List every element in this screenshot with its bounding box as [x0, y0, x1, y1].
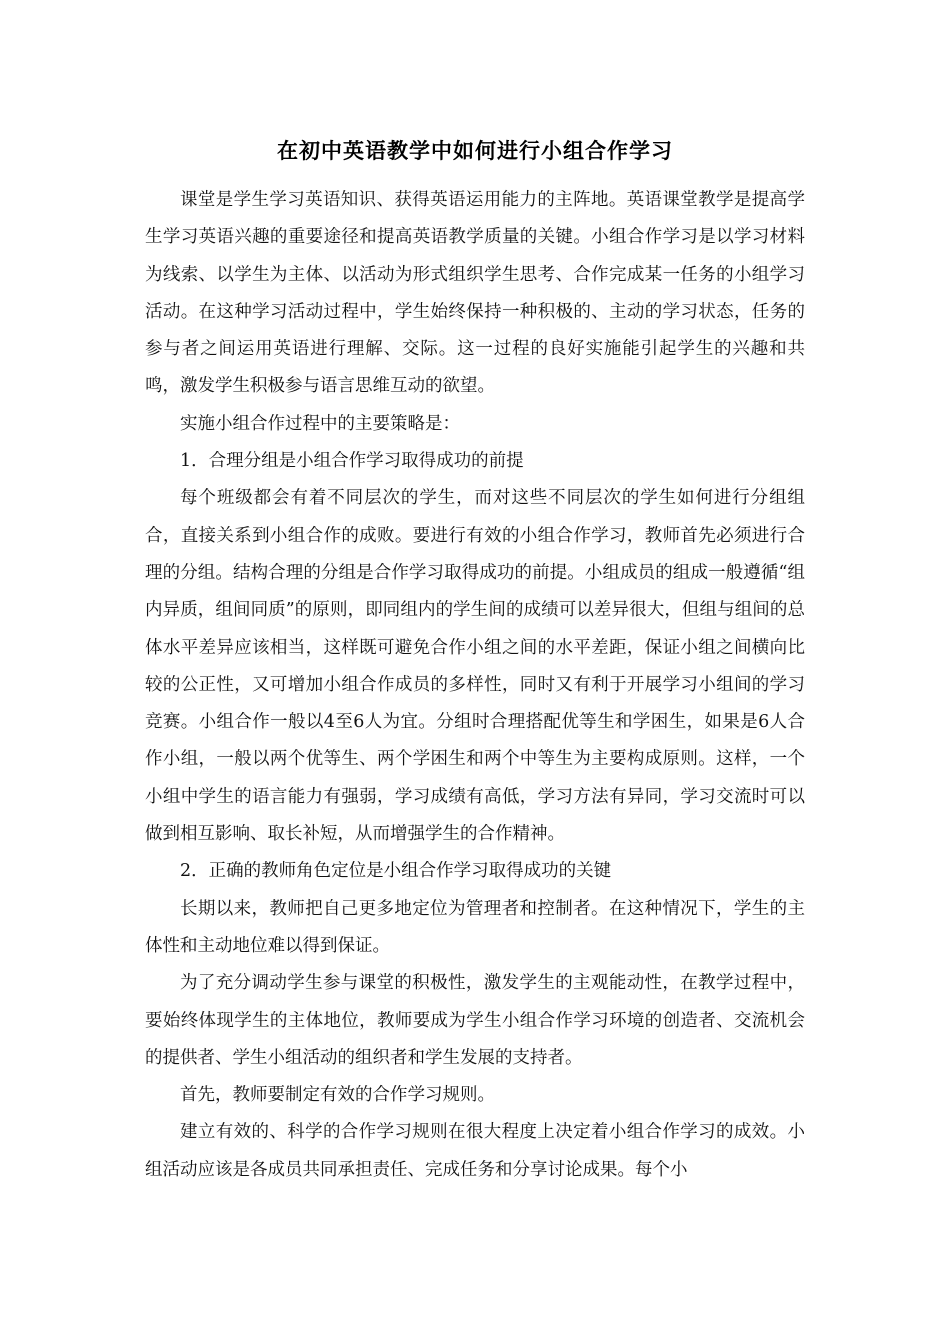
paragraph-intro: 课堂是学生学习英语知识、获得英语运用能力的主阵地。英语课堂教学是提高学生学习英语兴趣的重要途径和提高英语教学质量的关键。小组合作学习是以学习材料为线索、以学生为主体、以活动为形式组织学生思考、合作完成某一任务的小组学习活动。在这种学习活动过程中，学生始终保持一种积极的、主动的学习状态，任务的参与者之间运用英语进行理解、交际。这一过程的良好实施能引起学生的兴趣和共鸣，激发学生积极参与语言思维互动的欲望。	[145, 190, 805, 397]
paragraph-student-subject: 为了充分调动学生参与课堂的积极性，激发学生的主观能动性，在教学过程中，要始终体现学生的主体地位，教师要成为学生小组合作学习环境的创造者、交流机会的提供者、学生小组活动的组织者和学生发展的支持者。	[145, 973, 805, 1068]
section-heading-2: 2．正确的教师角色定位是小组合作学习取得成功的关键	[180, 861, 612, 882]
section-heading-1: 1．合理分组是小组合作学习取得成功的前提	[180, 451, 524, 472]
paragraph-teacher-role: 长期以来，教师把自己更多地定位为管理者和控制者。在这种情况下，学生的主体性和主动地位难以得到保证。	[145, 898, 805, 956]
document-body	[145, 182, 805, 1189]
paragraph-rules-detail: 建立有效的、科学的合作学习规则在很大程度上决定着小组合作学习的成效。小组活动应该是各成员共同承担责任、完成任务和分享讨论成果。每个小	[145, 1122, 805, 1180]
paragraph-first-rule: 首先，教师要制定有效的合作学习规则。	[180, 1085, 495, 1106]
document-title: 在初中英语教学中如何进行小组合作学习	[277, 139, 673, 163]
paragraph-strategies-lead: 实施小组合作过程中的主要策略是：	[180, 413, 460, 434]
paragraph-grouping: 每个班级都会有着不同层次的学生，而对这些不同层次的学生如何进行分组组合，直接关系到小组合作的成败。要进行有效的小组合作学习，教师首先必须进行合理的分组。结构合理的分组是合作学习取得成功的前提。小组成员的组成一般遵循“组内异质，组间同质”的原则，即同组内的学生间的成绩可以差异很大，但组与组间的总体水平差异应该相当，这样既可避免合作小组之间的水平差距，保证小组之间横向比较的公正性，又可增加小组合作成员的多样性，同时又有利于开展学习小组间的学习竞赛。小组合作一般以4至6人为宜。分组时合理搭配优等生和学困生，如果是6人合作小组，一般以两个优等生、两个学困生和两个中等生为主要构成原则。这样，一个小组中学生的语言能力有强弱，学习成绩有高低，学习方法有异同，学习交流时可以做到相互影响、取长补短，从而增强学生的合作精神。	[145, 488, 805, 845]
